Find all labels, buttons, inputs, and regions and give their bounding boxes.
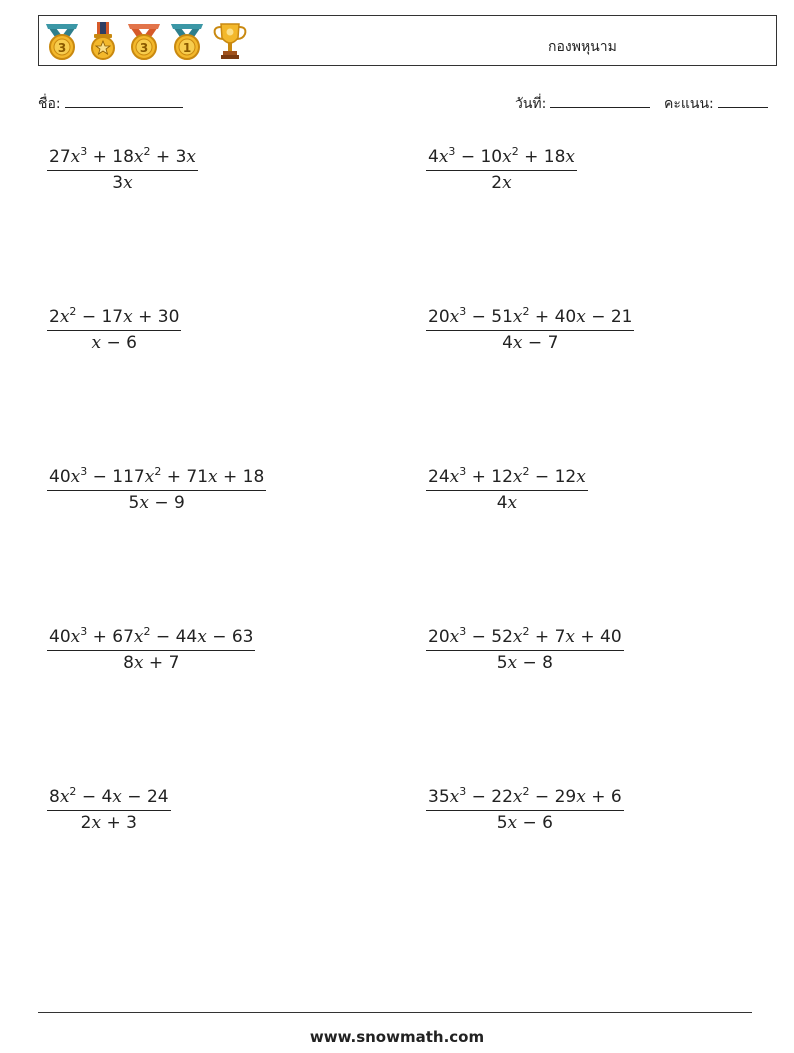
problem-3 <box>47 307 181 353</box>
problem-4 <box>426 307 634 353</box>
denominator: x − 6 <box>91 333 137 353</box>
date-label: วันที่: <box>515 96 547 112</box>
fraction <box>426 627 624 673</box>
star-medal-icon <box>86 20 120 62</box>
svg-text:3: 3 <box>57 41 67 55</box>
numerator: $8x^2 - 4x - 24$ <box>47 787 171 811</box>
medal-3-icon <box>125 20 163 62</box>
numerator: $2x^2 - 17x + 30$ <box>47 307 181 331</box>
header-icons <box>43 20 249 62</box>
problem-10 <box>426 787 624 833</box>
date-field <box>515 93 650 115</box>
numerator: $20x^3 - 51x^2 + 40x - 21$ <box>426 307 634 331</box>
denominator: 2x <box>491 173 512 193</box>
numerator: $35x^3 - 22x^2 - 29x + 6$ <box>426 787 624 811</box>
problem-5 <box>47 467 266 513</box>
fraction <box>47 467 266 513</box>
fraction <box>426 467 588 513</box>
numerator: $4x^3 - 10x^2 + 18x$ <box>426 147 577 171</box>
score-field <box>664 93 768 115</box>
fraction <box>426 147 577 193</box>
fraction <box>426 787 624 833</box>
numerator: $20x^3 - 52x^2 + 7x + 40$ <box>426 627 624 651</box>
problem-7 <box>47 627 255 673</box>
worksheet-header <box>38 15 777 66</box>
problem-6 <box>426 467 588 513</box>
problem-8 <box>426 627 624 673</box>
footer-url: www.snowmath.com <box>309 1028 485 1046</box>
denominator: 4x − 7 <box>502 333 559 353</box>
denominator: 5x − 9 <box>128 493 185 513</box>
denominator: 8x + 7 <box>123 653 180 673</box>
numerator: $40x^3 + 67x^2 - 44x - 63$ <box>47 627 255 651</box>
page-title: กองพหุนาม <box>548 39 617 55</box>
name-label: ชื่อ: <box>38 96 61 112</box>
fraction <box>426 307 634 353</box>
trophy-icon <box>211 20 249 62</box>
footer-divider <box>38 1012 752 1013</box>
svg-text:1: 1 <box>182 41 192 55</box>
problem-2 <box>426 147 577 193</box>
fraction <box>47 307 181 353</box>
fraction <box>47 787 171 833</box>
numerator: $24x^3 + 12x^2 - 12x$ <box>426 467 588 491</box>
denominator: 2x + 3 <box>80 813 137 833</box>
name-blank[interactable] <box>65 93 183 108</box>
medal-1-icon <box>168 20 206 62</box>
date-blank[interactable] <box>550 93 650 108</box>
denominator: 4x <box>496 493 518 513</box>
svg-text:3: 3 <box>139 41 149 55</box>
problem-9 <box>47 787 171 833</box>
denominator: 3x <box>112 173 133 193</box>
score-label: คะแนน: <box>664 96 714 112</box>
numerator: $40x^3 - 117x^2 + 71x + 18$ <box>47 467 266 491</box>
medal-3-icon <box>43 20 81 62</box>
problem-1 <box>47 147 198 193</box>
denominator: 5x − 6 <box>496 813 553 833</box>
numerator: $27x^3 + 18x^2 + 3x$ <box>47 147 198 171</box>
denominator: 5x − 8 <box>496 653 553 673</box>
fraction <box>47 627 255 673</box>
fraction <box>47 147 198 193</box>
name-field <box>38 93 183 115</box>
score-blank[interactable] <box>718 93 768 108</box>
